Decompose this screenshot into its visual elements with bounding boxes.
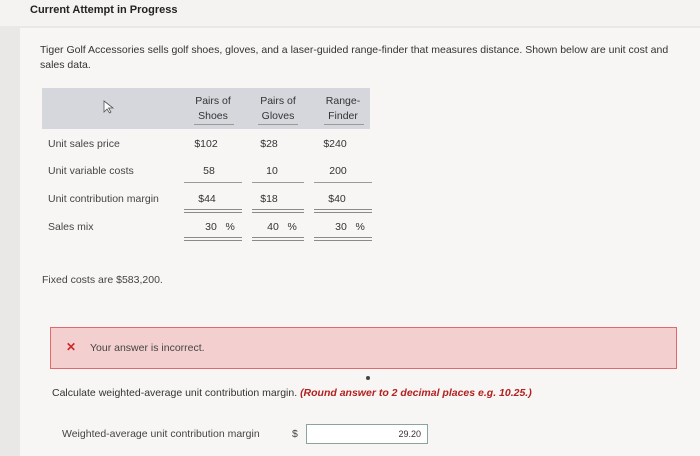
column-header-rangefinder-line1: Range- xyxy=(325,95,361,107)
total-double-rule xyxy=(184,209,242,213)
total-double-rule xyxy=(314,209,372,213)
cell-rangefinder-variable-costs: 200 xyxy=(329,165,347,177)
subtotal-rule xyxy=(314,182,372,183)
column-header-shoes-line1: Pairs of xyxy=(195,95,231,107)
sales-mix-double-rule xyxy=(314,237,372,241)
cell-gloves-contribution-margin: $18 xyxy=(260,193,278,205)
page-title: Current Attempt in Progress xyxy=(30,4,178,16)
required-dot-icon xyxy=(366,376,370,380)
column-header-rangefinder-line2: Finder xyxy=(328,110,358,122)
column-header-gloves-line1: Pairs of xyxy=(260,95,296,107)
question-text xyxy=(52,387,532,399)
row-label-unit-variable-costs: Unit variable costs xyxy=(48,165,134,177)
cell-gloves-sales-mix: 40 % xyxy=(267,221,297,233)
cell-rangefinder-sales-mix: 30 % xyxy=(335,221,365,233)
column-header-rangefinder xyxy=(320,94,366,124)
cell-gloves-variable-costs: 10 xyxy=(266,165,278,177)
row-label-unit-sales-price: Unit sales price xyxy=(48,138,120,150)
problem-intro: Tiger Golf Accessories sells golf shoes, gloves, and a laser-guided range-finder that measures distance. Shown below are unit cost and sales data. xyxy=(40,44,669,71)
column-header-shoes xyxy=(190,94,236,124)
row-label-unit-contribution-margin: Unit contribution margin xyxy=(48,193,159,205)
column-header-gloves-line2: Gloves xyxy=(261,110,295,122)
sales-mix-double-rule xyxy=(184,237,242,241)
question-main: Calculate weighted-average unit contribution margin. xyxy=(52,387,301,399)
cell-gloves-sales-price: $28 xyxy=(260,138,278,150)
cell-shoes-variable-costs: 58 xyxy=(203,165,215,177)
fixed-costs-text: Fixed costs are $583,200. xyxy=(42,274,163,286)
currency-symbol: $ xyxy=(292,428,298,440)
column-header-gloves xyxy=(254,94,302,124)
cell-rangefinder-contribution-margin: $40 xyxy=(328,193,346,205)
header-rule xyxy=(324,124,364,125)
sales-mix-double-rule xyxy=(252,237,304,241)
cell-shoes-sales-price: $102 xyxy=(194,138,218,150)
pointer-icon xyxy=(103,100,116,114)
header-rule xyxy=(194,124,234,125)
column-header-shoes-line2: Shoes xyxy=(198,110,228,122)
question-hint: (Round answer to 2 decimal places e.g. 10.25.) xyxy=(300,387,532,399)
header-rule xyxy=(258,124,298,125)
cell-shoes-contribution-margin: $44 xyxy=(198,193,216,205)
x-icon: ✕ xyxy=(66,340,77,354)
subtotal-rule xyxy=(252,182,304,183)
cell-rangefinder-sales-price: $240 xyxy=(323,138,347,150)
cell-shoes-sales-mix: 30 % xyxy=(205,221,235,233)
subtotal-rule xyxy=(184,182,242,183)
answer-label: Weighted-average unit contribution margin xyxy=(62,428,260,440)
feedback-message: Your answer is incorrect. xyxy=(90,342,205,354)
row-label-sales-mix: Sales mix xyxy=(48,221,94,233)
total-double-rule xyxy=(252,209,304,213)
weighted-average-cm-input[interactable] xyxy=(306,424,428,444)
